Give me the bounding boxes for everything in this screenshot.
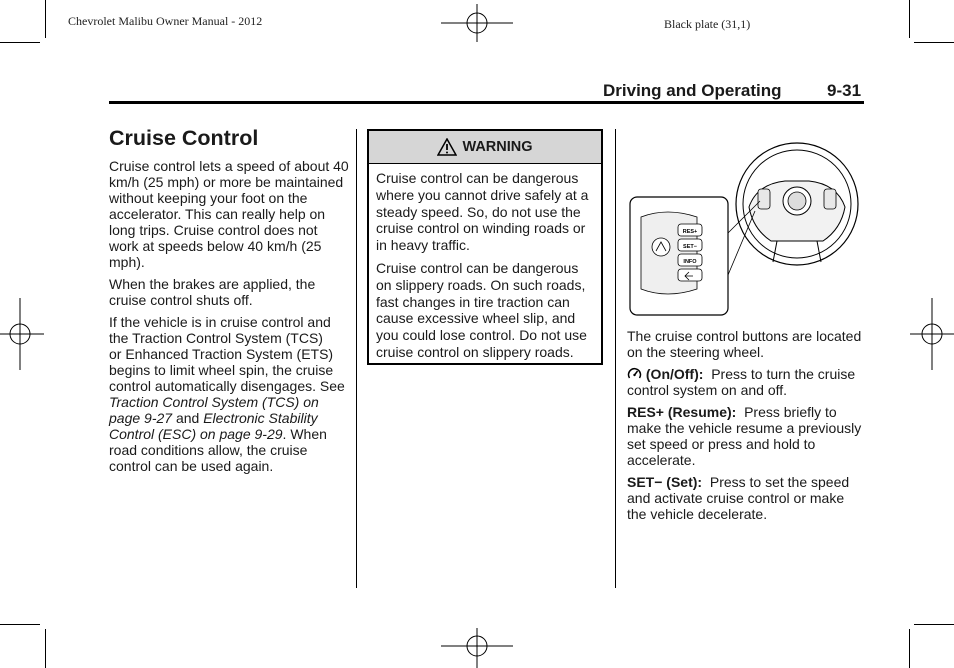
- item-text: Press to set the speed and activate cruise control or make the vehicle decelerate.: [627, 474, 850, 522]
- crop-mark: [914, 624, 954, 625]
- set-button-label: SET−: [683, 244, 697, 250]
- cruise-control-switch-detail: [630, 197, 728, 315]
- registration-target-icon: [441, 628, 513, 668]
- text-see: See: [319, 378, 345, 394]
- warning-paragraph: Cruise control can be dangerous where you cannot drive safely at a steady speed. So, do not use the cruise control on winding roads or in heavy traffic.: [376, 170, 589, 254]
- cross-reference-link[interactable]: Electronic Stability Control (ESC) on page 9-29: [109, 410, 318, 442]
- item-text: Press to turn the cruise control system on and off.: [627, 366, 856, 398]
- cruise-item-set: [627, 474, 863, 522]
- crop-mark: [0, 42, 40, 43]
- column-right: [627, 328, 863, 528]
- registration-target-icon: [441, 2, 513, 42]
- cross-reference-link[interactable]: Traction Control System (TCS) on page 9-27: [109, 394, 319, 426]
- column-left: [109, 158, 349, 480]
- page-title: Cruise Control: [109, 126, 259, 150]
- cruise-on-off-icon: [627, 367, 642, 381]
- paragraph: [109, 314, 349, 474]
- crop-mark: [45, 629, 46, 668]
- text-end: . When road conditions allow, the cruise control can be used again.: [109, 426, 327, 474]
- item-label: SET− (Set):: [627, 474, 703, 490]
- warning-paragraph: Cruise control can be dangerous on slippery roads. On such roads, fast changes in tire traction can cause excessive wheel slip, and you could lose control. Do not use cruise control on slippery roads.: [376, 259, 587, 360]
- registration-target-icon: [910, 298, 954, 370]
- crop-mark: [914, 42, 954, 43]
- text-line: If the vehicle is in cruise control and: [109, 314, 331, 330]
- warning-body: [369, 164, 601, 361]
- paragraph: When the brakes are applied, the cruise control shuts off.: [109, 276, 316, 308]
- text-and: and: [175, 410, 200, 426]
- text-line: or Enhanced Traction System (ETS): [109, 346, 334, 362]
- text-line: begins to limit wheel spin, the cruise: [109, 362, 334, 378]
- cruise-item-on-off: [627, 366, 863, 398]
- header-rule: [109, 101, 864, 104]
- section-name: Driving and Operating: [603, 81, 782, 100]
- text-line: the Traction Control System (TCS): [109, 330, 323, 346]
- item-text: Press briefly to make the vehicle resume a previously set speed or press and hold to accelerate.: [627, 404, 862, 468]
- crop-mark: [0, 624, 40, 625]
- warning-box: [367, 129, 603, 365]
- steering-wheel-illustration: [627, 129, 863, 319]
- text-line: control automatically disengages.: [109, 378, 317, 394]
- warning-header: [369, 131, 601, 164]
- crop-mark: [45, 0, 46, 38]
- running-header-right: Black plate (31,1): [664, 17, 751, 31]
- item-label: (On/Off):: [645, 366, 704, 382]
- cruise-item-resume: [627, 404, 863, 468]
- column-divider: [615, 129, 616, 588]
- running-header-left: Chevrolet Malibu Owner Manual - 2012: [68, 14, 263, 28]
- column-divider: [356, 129, 357, 588]
- paragraph: The cruise control buttons are located on the steering wheel.: [627, 328, 862, 360]
- registration-target-icon: [0, 298, 44, 370]
- info-button-label: INFO: [683, 259, 697, 265]
- page-number: 9-31: [827, 81, 862, 100]
- crop-mark: [909, 0, 910, 38]
- res-button-label: RES+: [682, 229, 698, 235]
- paragraph: Cruise control lets a speed of about 40 km/h (25 mph) or more be maintained without keeping your foot on the accelerator. This can really help on long trips. Cruise control does not work at speeds below 40 km/h (25 mph).: [109, 158, 349, 270]
- steering-wheel-icon: [736, 143, 858, 265]
- crop-mark: [909, 629, 910, 668]
- item-label: RES+ (Resume):: [627, 404, 737, 420]
- warning-heading: WARNING: [462, 139, 533, 155]
- warning-triangle-icon: [437, 138, 457, 156]
